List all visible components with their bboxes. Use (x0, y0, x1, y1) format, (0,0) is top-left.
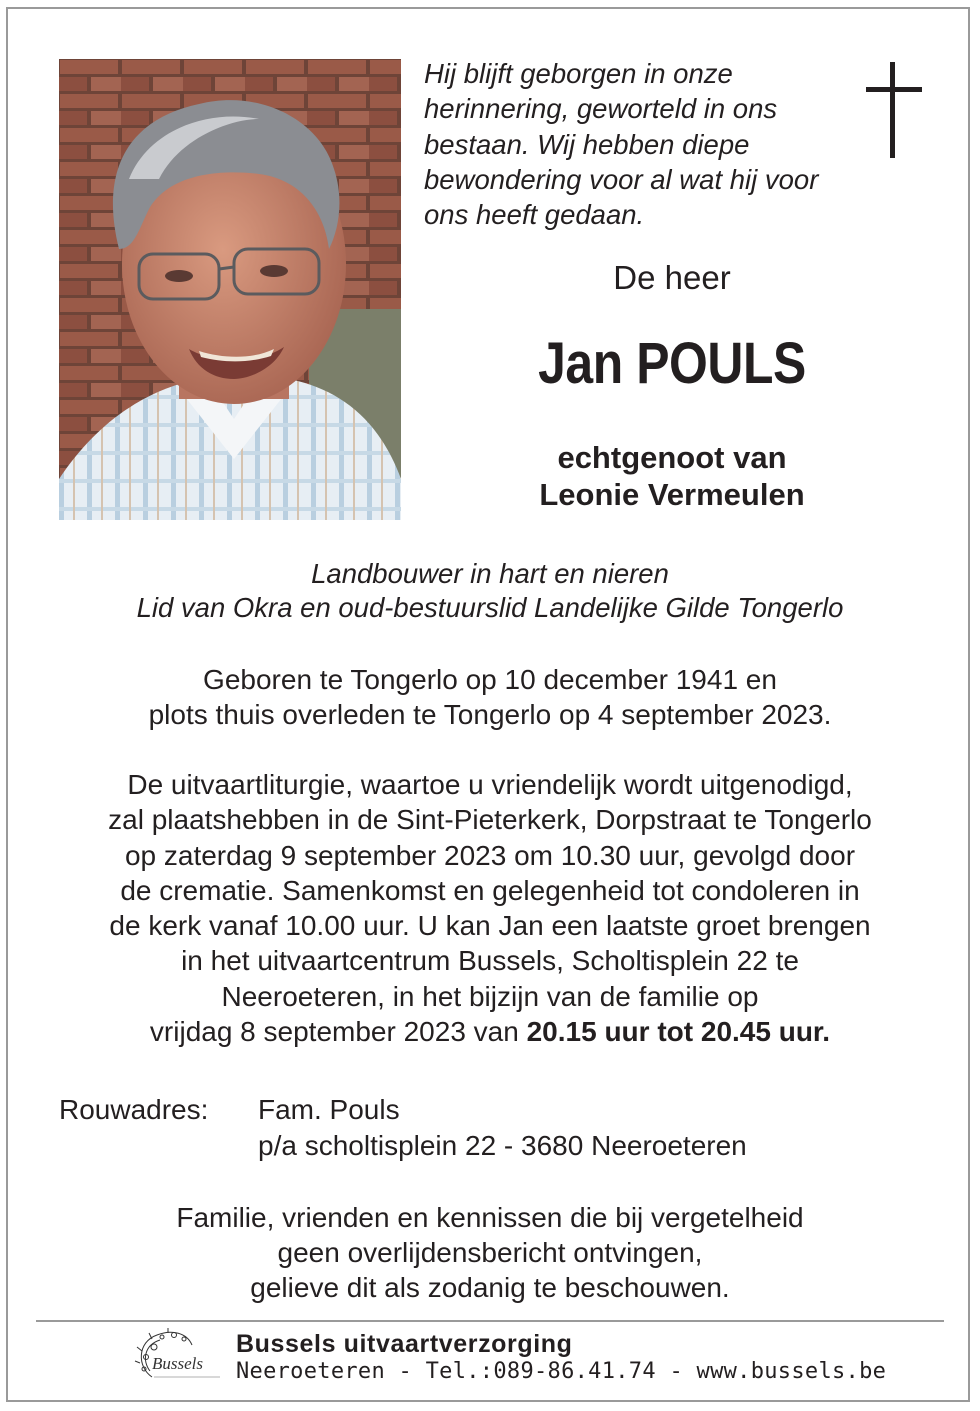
footer-divider (36, 1320, 944, 1322)
funeral-line: de kerk vanaf 10.00 uur. U kan Jan een laatste groet brengen (109, 910, 871, 942)
birth-death-text (0, 662, 980, 732)
company-info (236, 1330, 886, 1386)
cross-icon (866, 62, 922, 158)
spouse-info (402, 439, 942, 513)
visit-time: 20.15 uur tot 20.45 uur. (526, 1016, 831, 1048)
closing-text (0, 1200, 980, 1305)
quote-line: herinnering, geworteld in ons (424, 93, 778, 125)
funeral-line: De uitvaartliturgie, waartoe u vriendelijk wordt uitgenodigd, (127, 769, 853, 800)
birth-line: Geboren te Tongerlo op 10 december 1941 en (203, 664, 777, 695)
address-family: Fam. Pouls (258, 1094, 400, 1125)
deceased-name: Jan POULS (538, 331, 806, 396)
closing-line: geen overlijdensbericht ontvingen, (277, 1237, 703, 1268)
funeral-line: de crematie. Samenkomst en gelegenheid tot condoleren in (120, 874, 860, 906)
address-street: p/a scholtisplein 22 - 3680 Neeroeteren (258, 1130, 747, 1161)
visit-date: vrijdag 8 september 2023 van (149, 1016, 527, 1048)
quote-line: ons heeft gedaan. (424, 199, 645, 231)
membership-line: Lid van Okra en oud-bestuurslid Landelijke Gilde Tongerlo (136, 591, 844, 623)
portrait-photo (59, 59, 401, 520)
closing-line: gelieve dit als zodanig te beschouwen. (250, 1272, 730, 1303)
spouse-line: echtgenoot van (557, 440, 787, 475)
funeral-line: zal plaatshebben in de Sint-Pieterkerk, Dorpstraat te Tongerlo (108, 804, 872, 836)
company-contact: Neeroeteren - Tel.:089-86.41.74 - www.bussels.be (236, 1359, 887, 1384)
funeral-last-line (0, 1014, 980, 1049)
quote-line: Hij blijft geborgen in onze (424, 58, 733, 89)
funeral-line: Neeroeteren, in het bijzijn van de familie op (221, 980, 759, 1012)
bussels-logo (132, 1327, 224, 1389)
spouse-name: Leonie Vermeulen (539, 477, 805, 512)
quote-text (424, 56, 894, 232)
address-value (258, 1092, 747, 1164)
death-line: plots thuis overleden te Tongerlo op 4 september 2023. (148, 699, 832, 730)
quote-line: bestaan. Wij hebben diepe (424, 128, 750, 160)
logo-text: Bussels (152, 1354, 203, 1373)
address-label: Rouwadres: (59, 1094, 209, 1125)
closing-line: Familie, vrienden en kennissen die bij vergetelheid (176, 1202, 804, 1233)
quote-line: bewondering voor al wat hij voor (424, 163, 819, 195)
deceased-title: De heer (613, 259, 731, 296)
occupation-text (0, 557, 980, 624)
occupation-line: Landbouwer in hart en nieren (311, 558, 669, 589)
funeral-line: op zaterdag 9 september 2023 om 10.30 uur, gevolgd door (124, 839, 856, 871)
funeral-info (0, 767, 980, 1049)
funeral-line: in het uitvaartcentrum Bussels, Scholtisplein 22 te (181, 945, 799, 977)
company-name: Bussels uitvaartverzorging (236, 1330, 573, 1358)
